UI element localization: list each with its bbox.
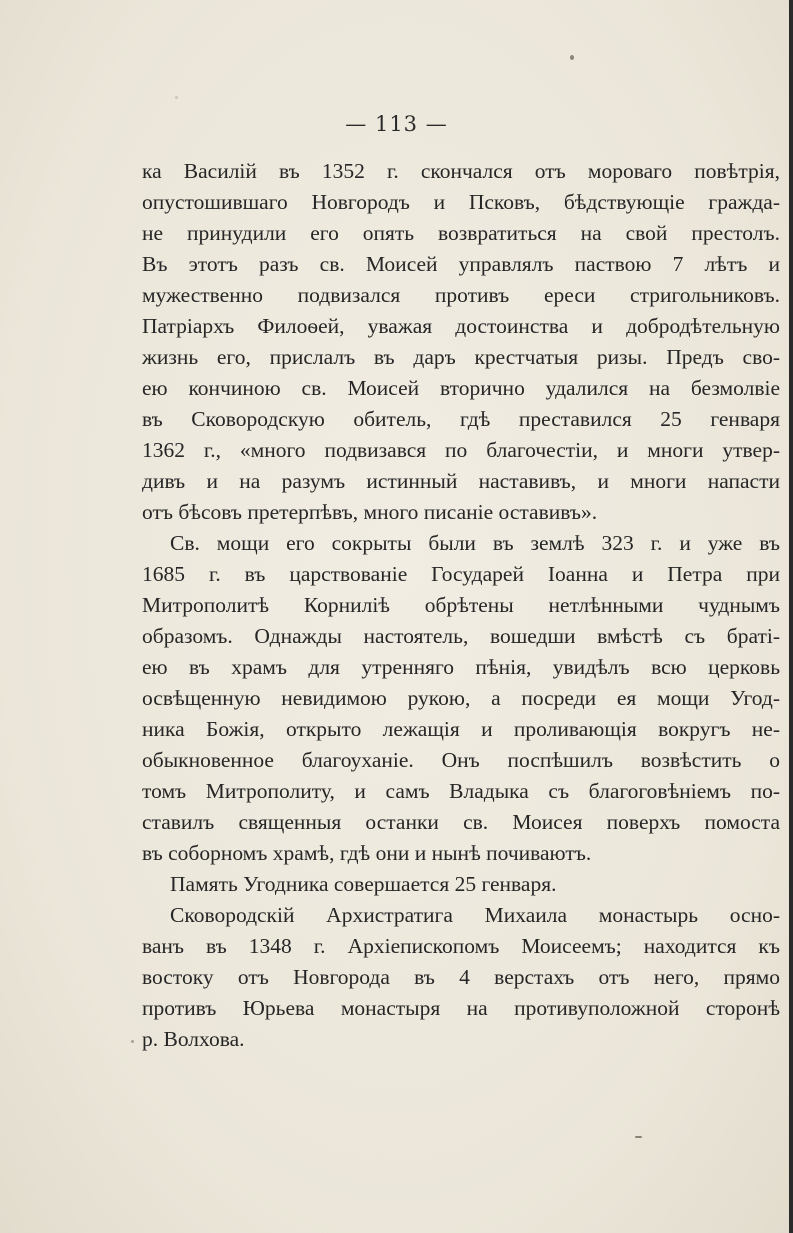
page-edge [789, 0, 793, 1233]
text-line: въ Сковородскую обитель, гдѣ преставился 25 генваря [142, 407, 780, 431]
text-line: р. Волхова. [142, 1027, 245, 1051]
text-line: отъ бѣсовъ претерпѣвъ, много писаніе оставивъ». [142, 500, 598, 524]
text-line: Въ этотъ разъ св. Моисей управлялъ паствою 7 лѣтъ и [142, 252, 780, 276]
text-line: опустошившаго Новгородъ и Псковъ, бѣдствующіе гражда- [142, 190, 780, 214]
text-line: ставилъ священныя останки св. Моисея поверхъ помоста [142, 810, 780, 834]
text-line: ванъ въ 1348 г. Архіепископомъ Моисеемъ; находится къ [142, 934, 780, 958]
text-line: мужественно подвизался противъ ереси стригольниковъ. [142, 283, 780, 307]
text-line: обыкновенное благоуханіе. Онъ поспѣшилъ возвѣстить о [142, 748, 780, 772]
text-line: не принудили его опять возвратиться на свой престолъ. [142, 221, 780, 245]
paper-speck [131, 1040, 134, 1043]
text-line: Патріархъ Филоѳей, уважая достоинства и добродѣтельную [142, 314, 780, 338]
text-line: образомъ. Однажды настоятель, вошедши вмѣстѣ съ браті- [142, 624, 780, 648]
text-line: въ соборномъ храмѣ, гдѣ они и нынѣ почиваютъ. [142, 841, 592, 865]
text-line: 1685 г. въ царствованіе Государей Іоанна и Петра при [142, 562, 780, 586]
text-line: дивъ и на разумъ истинный наставивъ, и многи напасти [142, 469, 780, 493]
text-line: ею въ храмъ для утренняго пѣнія, увидѣлъ всю церковь [142, 655, 780, 679]
text-line: жизнь его, прислалъ въ даръ крестчатыя ризы. Предъ сво- [142, 345, 780, 369]
paper-speck [570, 55, 574, 60]
text-line: ка Василій въ 1352 г. скончался отъ мороваго повѣтрія, [142, 159, 780, 183]
text-line: 1362 г., «много подвизався по благочестіи, и многи утвер- [142, 438, 780, 462]
page-number: — 113 — [345, 112, 448, 136]
paragraph-start-line: Память Угодника совершается 25 генваря. [170, 872, 557, 896]
paper-speck [175, 96, 178, 99]
text-line: Митрополитѣ Корниліѣ обрѣтены нетлѣнными чуднымъ [142, 593, 780, 617]
text-line: ею кончиною св. Моисей вторично удалился на безмолвіе [142, 376, 780, 400]
body-text [142, 156, 780, 1055]
text-line: освѣщенную невидимою рукою, а посреди ея мощи Угод- [142, 686, 780, 710]
paper-speck [635, 1136, 642, 1138]
text-line: востоку отъ Новгорода въ 4 верстахъ отъ него, прямо [142, 965, 780, 989]
text-line: ника Божія, открыто лежащія и проливающія вокругъ не- [142, 717, 780, 741]
text-line: томъ Митрополиту, и самъ Владыка съ благоговѣніемъ по- [142, 779, 780, 803]
text-line: противъ Юрьева монастыря на противуположной сторонѣ [142, 996, 780, 1020]
paragraph-start-line: Св. мощи его сокрыты были въ землѣ 323 г. и уже въ [170, 531, 780, 555]
paragraph-start-line: Сковородскій Архистратига Михаила монастырь осно- [170, 903, 780, 927]
